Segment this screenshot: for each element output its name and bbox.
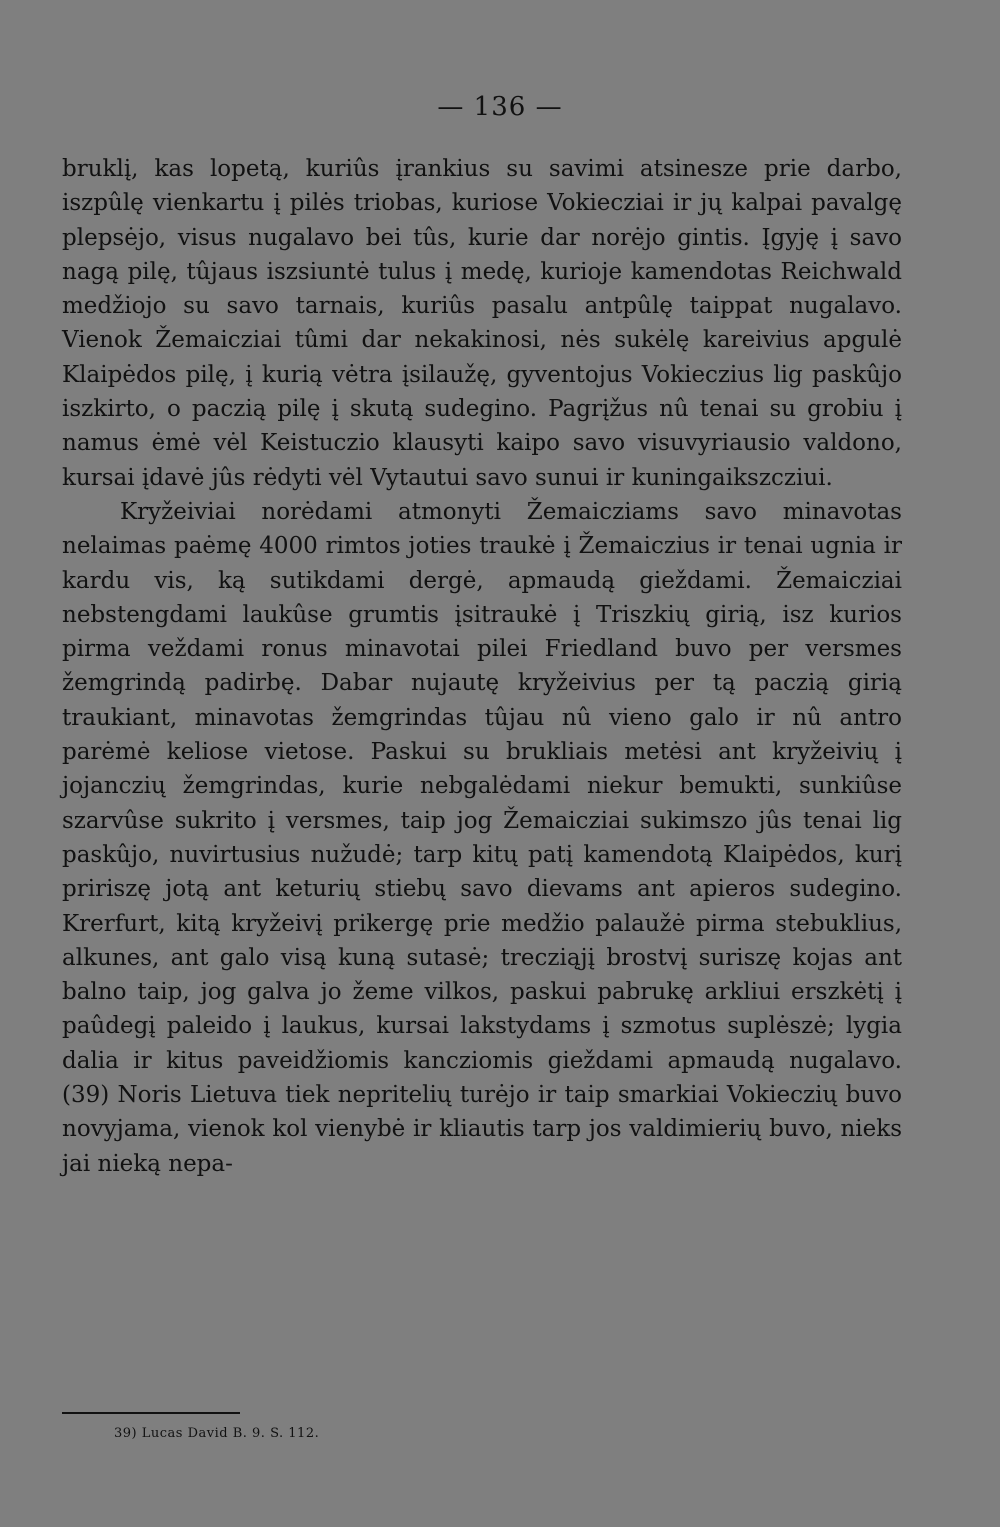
page-number: — 136 —	[437, 92, 563, 122]
paragraph-1: bruklį, kas lopetą, kuriûs įrankius su savimi atsinesze prie darbo, iszpûlę vienkartu į pilės triobas, kuriose Vokiecziai ir jų kalpai pavalgę plepsėjo, visus nugalavo bei tûs, kurie dar norėjo gintis. Įgyję į savo nagą pilę, tûjaus iszsiuntė tulus į medę, kurioje kamendotas Reichwald medžiojo su savo tarnais, kuriûs pasalu antpûlę taippat nugalavo. Vienok Žemaicziai tûmi dar nekakinosi, nės sukėlę kareivius apgulė Klaipėdos pilę, į kurią vėtra įsilaužę, gyventojus Vokieczius lig paskûjo iszkirto, o paczią pilę į skutą sudegino. Pagrįžus nû tenai su grobiu į namus ėmė vėl Keistuczio klausyti kaipo savo visuvyriausio valdono, kursai įdavė jûs rėdyti vėl Vytautui savo sunui ir kuningaikszcziui.	[62, 156, 902, 491]
paragraph-2: Kryžeiviai norėdami atmonyti Žemaicziams savo minavotas nelaimas paėmę 4000 rimtos joties traukė į Žemaiczius ir tenai ugnia ir kardu vis, ką sutikdami dergė, apmaudą gieždami. Žemaicziai nebstengdami laukûse grumtis įsitraukė į Triszkių girią, isz kurios pirma veždami ronus minavotai pilei Friedland buvo per versmes žemgrindą padirbę. Dabar nujautę kryžeivius per tą paczią girią traukiant, minavotas žemgrindas tûjau nû vieno galo ir nû antro parėmė keliose vietose. Paskui su brukliais metėsi ant kryžeivių į jojanczių žemgrindas, kurie nebgalėdami niekur bemukti, sunkiûse szarvûse sukrito į versmes, taip jog Žemaicziai sukimszo jûs tenai lig paskûjo, nuvirtusius nužudė; tarp kitų patį kamendotą Klaipėdos, kurį pririszę jotą ant keturių stiebų savo dievams ant apieros sudegino. Krerfurt, kitą kryžeivį prikergę prie medžio palaužė pirma stebuklius, alkunes, ant galo visą kuną sutasė; trecziąjį brostvį suriszę kojas ant balno taip, jog galva jo žeme vilkos, paskui pabrukę arkliui erszkėtį į paûdegį paleido į laukus, kursai lakstydams į szmotus suplėszė; lygia dalia ir kitus paveidžiomis kancziomis gieždami apmaudą nugalavo. (39) Noris Lietuva tiek nepritelių turėjo ir taip smarkiai Vokieczių buvo novyjama, vienok kol vienybė ir kliautis tarp jos valdimierių buvo, nieks jai nieką nepa-	[62, 498, 902, 1177]
body-text	[62, 152, 902, 1181]
footnote: 39) Lucas David B. 9. S. 112.	[114, 1426, 320, 1441]
footnote-rule	[62, 1412, 240, 1414]
